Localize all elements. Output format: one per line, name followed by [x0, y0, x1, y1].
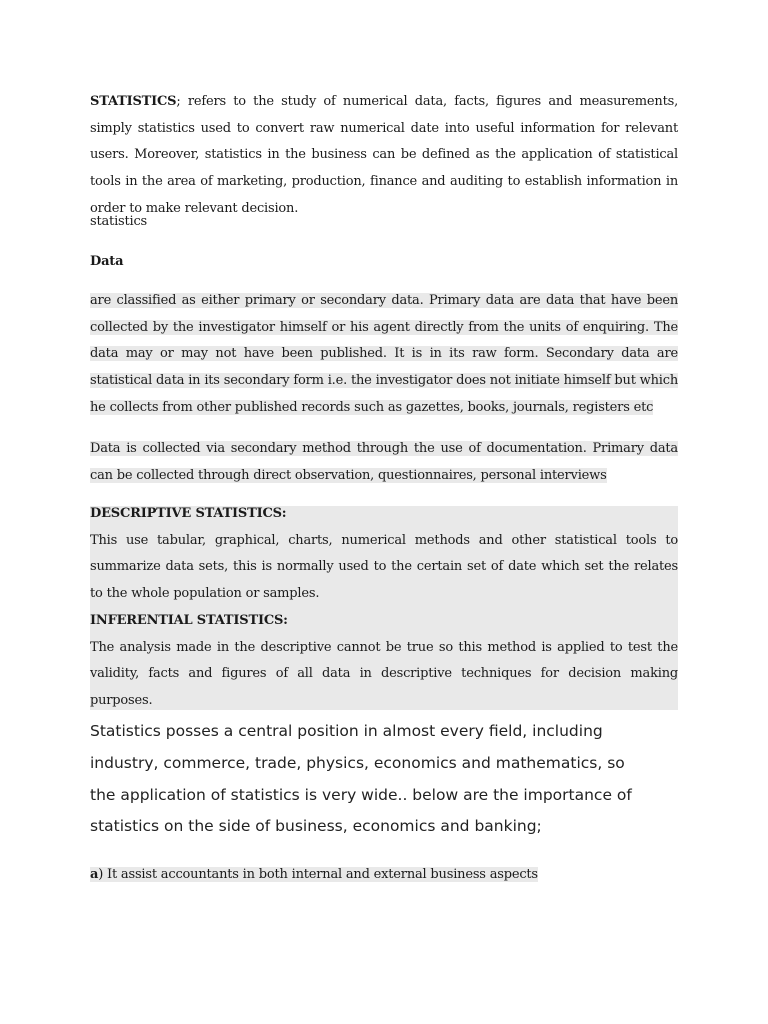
- list-item-a-label: a: [90, 867, 99, 882]
- inferential-text: The analysis made in the descriptive cannot be true so this method is applied to test the validity, facts and figures of all data in descriptive techniques for decision making purposes.: [90, 639, 678, 708]
- inferential-heading: INFERENTIAL STATISTICS:: [90, 612, 288, 628]
- intro-paragraph: [90, 89, 678, 223]
- collection-paragraph-text: Data is collected via secondary method through the use of documentation. Primary data can be collected through direct observation, questionnaires, personal interviews: [90, 441, 678, 483]
- importance-paragraph: Statistics posses a central position in almost every field, including industry, commerce, trade, physics, economics and mathematics, so the application of statistics is very wide.. below are the importance of statistics on the side of business, economics and banking;: [90, 722, 632, 836]
- list-item-a-text: ) It assist accountants in both internal and external business aspects: [98, 867, 538, 882]
- statistics-word: statistics: [90, 214, 148, 229]
- data-paragraph-text: are classified as either primary or secondary data. Primary data are data that have been collected by the investigator himself or his agent directly from the units of enquiring. The data may or may not have been published. It is in its raw form. Secondary data are statistical data in its secondary form i.e. the investigator does not initiate himself but which he collects from other published records such as gazettes, books, journals, registers etc: [90, 293, 678, 415]
- statistics-types-block: [90, 506, 678, 710]
- data-heading: Data: [90, 254, 124, 269]
- collection-paragraph: [90, 436, 678, 489]
- list-item-a: [90, 862, 538, 889]
- descriptive-heading: DESCRIPTIVE STATISTICS:: [90, 506, 287, 521]
- descriptive-text: This use tabular, graphical, charts, numerical methods and other statistical tools to summarize data sets, this is normally used to the certain set of date which set the relates to the whole population or samples.: [90, 532, 678, 602]
- intro-text: ; refers to the study of numerical data, facts, figures and measurements, simply statistics used to convert raw numerical date into useful information for relevant users. Moreover, statistics in the business can be defined as the application of statistical tools in the area of marketing, production, finance and auditing to establish information in order to make relevant decision.: [90, 94, 678, 216]
- data-paragraph: [90, 288, 678, 422]
- statistics-term: STATISTICS: [90, 94, 177, 109]
